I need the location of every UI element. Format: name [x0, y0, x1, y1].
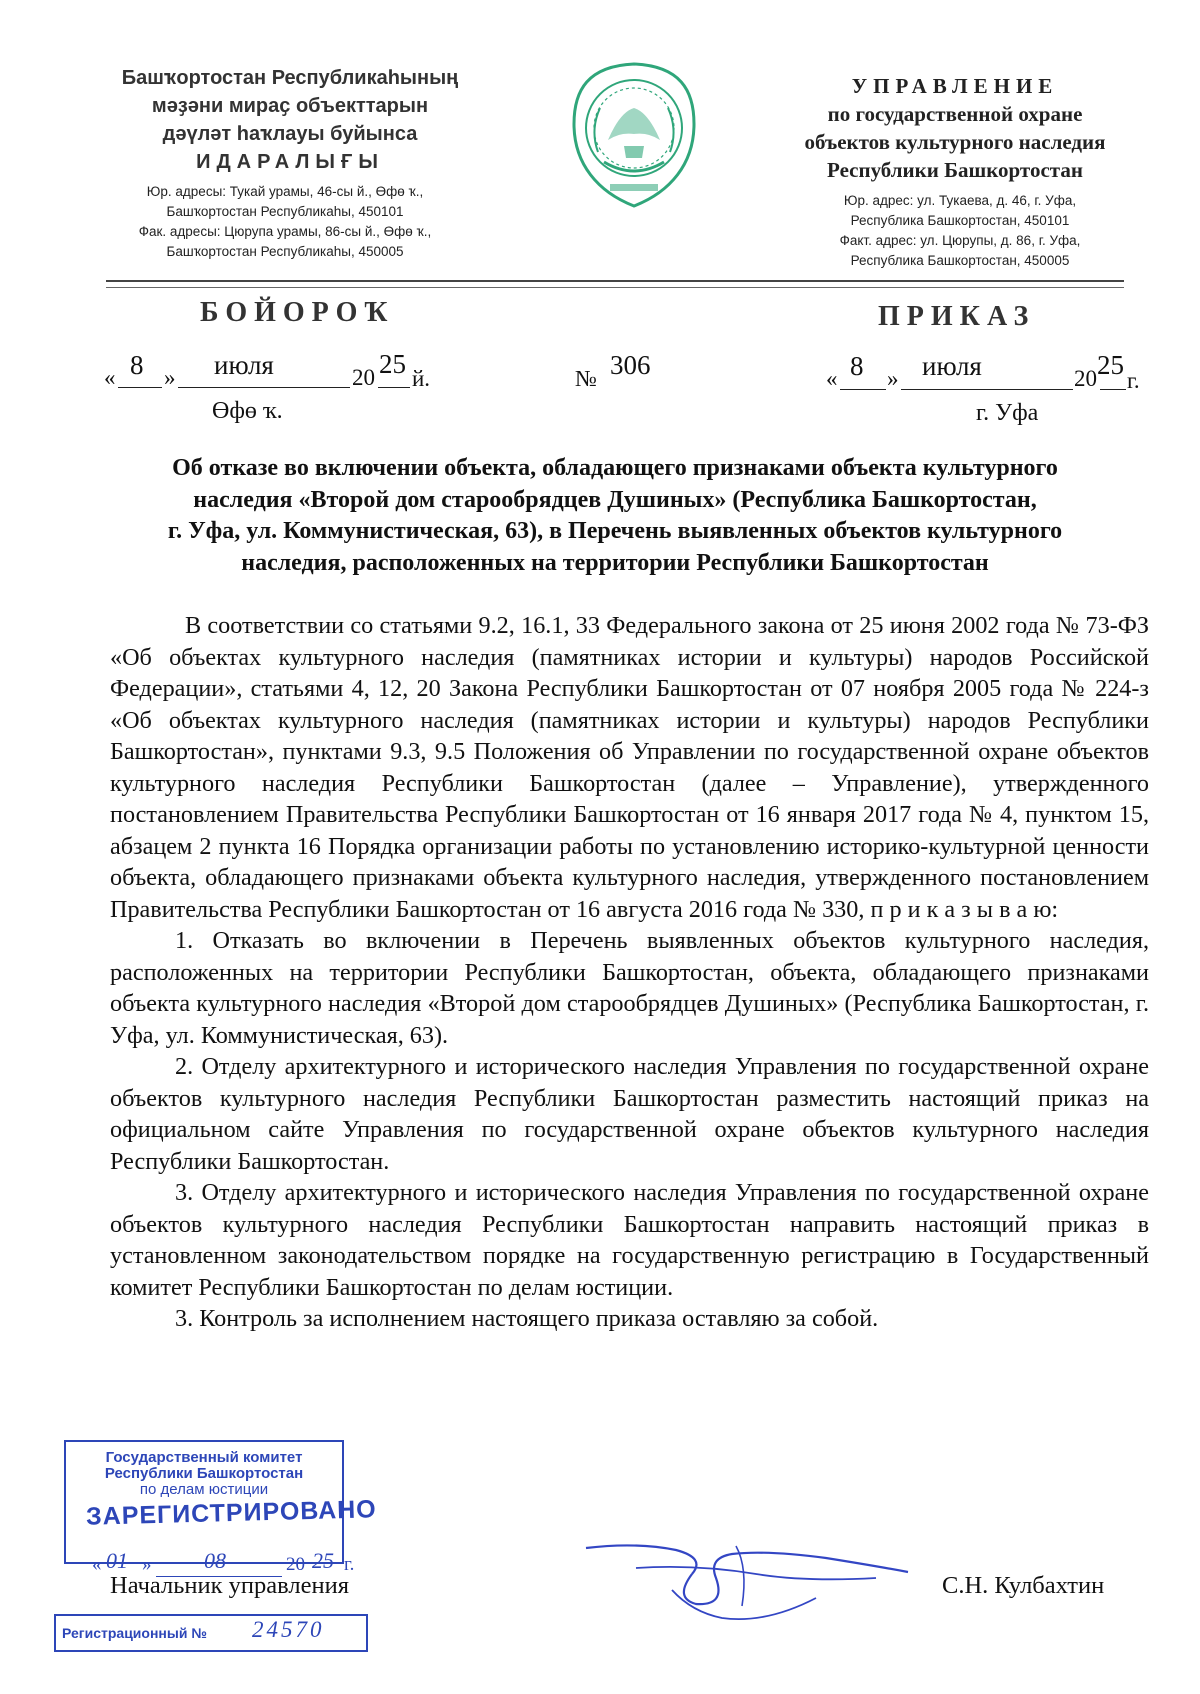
stamp-reg-number: 24570 — [252, 1617, 325, 1642]
order-number: 306 — [610, 350, 651, 380]
city-russian: г. Уфа — [976, 400, 1039, 426]
quote: « — [104, 365, 116, 390]
stamp-year-suffix: г. — [344, 1554, 355, 1575]
stamp-reg-label: Регистрационный № — [62, 1625, 207, 1641]
underline — [178, 387, 350, 388]
address-line: Факт. адрес: ул. Цюрупы, д. 86, г. Уфа, — [839, 233, 1081, 248]
date-month: июля — [922, 351, 982, 381]
quote: » — [887, 366, 899, 391]
preamble-text: В соответствии со статьями 9.2, 16.1, 33 Федерального закона от 25 июня 2002 года № 73-ФЗ «Об объектах культурного наследия (памятниках истории и культуры) народов Российской Федерации», статьями 4, 12, 20 Закона Республики Башкортостан от 07 ноября 2005 года № 224-з «Об объектах культурного наследия (памятниках истории и культуры) народов Республики Башкортостан», пунктами 9.3, 9.5 Положения об Управлении по государственной охране объектов культурного наследия Республики Башкортостан (далее – Управление), утвержденного постановлением Правительства Республики Башкортостан от 16 января 2017 года № 4, пунктом 15, абзацем 2 пункта 16 Порядка организации работы по установлению историко-культурной ценности объекта, обладающего признаками объекта культурного наследия, утвержденного постановлением Правительства Республики Башкортостан от 16 августа 2016 года № 330, — [110, 612, 1149, 923]
address-russian — [790, 191, 1130, 271]
org-line: мәҙәни мираҫ объекттарын — [151, 95, 429, 117]
order-item-2: 2. Отделу архитектурного и исторического наследия Управления по государственной охране объектов культурного наследия Республики Башкортостан разместить настоящий приказ на официальном сайте Управления по государственной охране объектов культурного наследия Республики Башкортостан. — [110, 1053, 1149, 1175]
address-line: Фак. адресы: Цюрупа урамы, 86-сы й., Өфө ҡ., — [138, 224, 432, 239]
address-line: Башҡортостан Республикаһы, 450101 — [166, 204, 404, 219]
underline — [118, 387, 162, 388]
date-suffix: г. — [1127, 368, 1140, 393]
stamp-line: по делам юстиции — [139, 1481, 269, 1498]
date-day: 8 — [130, 350, 144, 380]
underline — [901, 389, 1073, 390]
underline — [1100, 389, 1126, 390]
org-line: ИДАРАЛЫҒЫ — [196, 151, 384, 173]
header-divider-thin — [106, 287, 1124, 288]
address-line: Республика Башкортостан, 450005 — [850, 253, 1070, 268]
order-item-4: 3. Контроль за исполнением настоящего приказа оставляю за собой. — [175, 1305, 879, 1332]
order-item-1: 1. Отказать во включении в Перечень выявленных объектов культурного наследия, расположенных на территории Республики Башкортостан, объекта, обладающего признаками объекта культурного наследия «Второй дом старообрядцев Душиных» (Республика Башкортостан, г. Уфа, ул. Коммунистическая, 63). — [110, 927, 1149, 1049]
date-century: 20 — [1074, 366, 1097, 391]
org-line: Республики Башкортостан — [827, 158, 1083, 182]
quote: « — [826, 366, 838, 391]
underline — [840, 389, 886, 390]
quote: » — [164, 365, 176, 390]
address-line: Юр. адресы: Тукай урамы, 46-сы й., Өфө ҡ., — [146, 184, 424, 199]
org-name-bashkir — [80, 64, 500, 176]
stamp-registered-label: ЗАРЕГИСТРИРОВАНО — [85, 1495, 378, 1531]
city-bashkir: Өфө ҡ. — [212, 398, 283, 424]
date-year: 25 — [1097, 350, 1124, 380]
org-line: Башҡортостан Республикаһының — [121, 67, 459, 89]
stamp-century: 20 — [286, 1554, 305, 1575]
date-century: 20 — [352, 365, 375, 390]
handwritten-signature — [576, 1528, 916, 1638]
title-line: г. Уфа, ул. Коммунистическая, 63), в Перечень выявленных объектов культурного — [167, 518, 1063, 544]
address-line: Юр. адрес: ул. Тукаева, д. 46, г. Уфа, — [843, 193, 1077, 208]
stamp-line: Государственный комитет — [105, 1449, 303, 1466]
doc-type-bashkir: БОЙОРОҠ — [200, 297, 395, 328]
signature-position: Начальник управления — [110, 1572, 349, 1599]
coat-of-arms-emblem — [568, 60, 700, 210]
stamp-year: 25 — [312, 1548, 334, 1573]
doc-type-russian: ПРИКАЗ — [878, 301, 1036, 332]
number-sign: № — [575, 366, 597, 391]
title-line: Об отказе во включении объекта, обладающего признаками объекта культурного — [172, 455, 1058, 481]
org-name-russian — [770, 72, 1140, 184]
title-line: наследия, расположенных на территории Республики Башкортостан — [241, 549, 989, 576]
quote: » — [142, 1554, 152, 1575]
date-day: 8 — [850, 351, 864, 381]
order-title — [100, 453, 1130, 579]
underline — [378, 387, 410, 388]
order-word: п р и к а з ы в а ю: — [870, 895, 1059, 923]
stamp-day: 01 — [106, 1548, 128, 1573]
preamble-paragraph — [110, 610, 1149, 925]
org-line: объектов культурного наследия — [804, 130, 1106, 154]
date-year: 25 — [379, 349, 406, 379]
title-line: наследия «Второй дом старообрядцев Душиных» (Республика Башкортостан, — [193, 486, 1037, 513]
stamp-line: Республики Башкортостан — [104, 1465, 304, 1482]
org-line: УПРАВЛЕНИЕ — [851, 74, 1059, 98]
stamp-month: 08 — [204, 1548, 226, 1573]
address-line: Республика Башкортостан, 450101 — [850, 213, 1070, 228]
order-item-3: 3. Отделу архитектурного и исторического наследия Управления по государственной охране объектов культурного наследия Республики Башкортостан направить настоящий приказ в установленном законодательством порядке на государственную регистрацию в Государственный комитет Республики Башкортостан по делам юстиции. — [110, 1179, 1149, 1301]
quote: « — [92, 1554, 102, 1575]
header-divider — [106, 280, 1124, 282]
date-month: июля — [214, 350, 274, 380]
signatory-name: С.Н. Кулбахтин — [942, 1572, 1105, 1599]
order-body — [110, 610, 1149, 1335]
address-bashkir — [90, 182, 480, 262]
org-line: дәүләт һаҡлауы буйынса — [162, 123, 418, 145]
org-line: по государственной охране — [827, 102, 1083, 126]
registration-stamp — [54, 1440, 388, 1670]
date-suffix: й. — [412, 366, 431, 391]
address-line: Башҡортостан Республикаһы, 450005 — [166, 244, 404, 259]
